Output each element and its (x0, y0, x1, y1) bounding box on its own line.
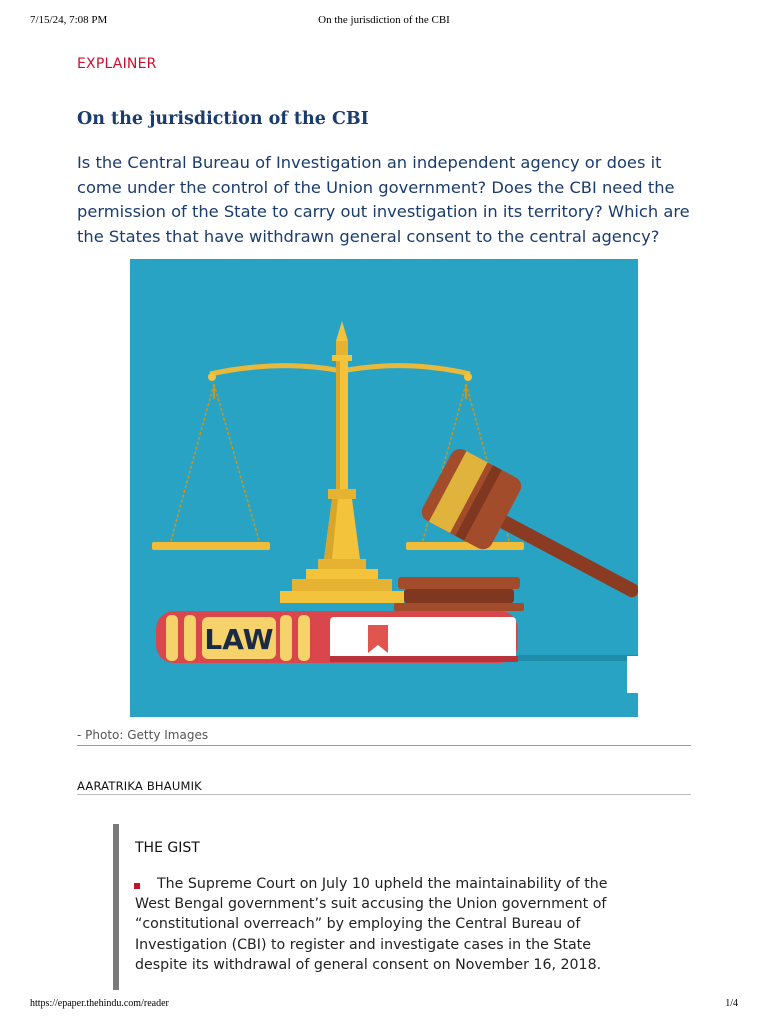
caption-divider (77, 745, 691, 746)
article-standfirst: Is the Central Bureau of Investigation an independent agency or does it come under the control of the Union government? Does the CBI need the permission of the State to carry out investigation in its territory? Which are the States that have withdrawn general consent to the central agency? (77, 153, 690, 246)
caption-credit: Getty Images (127, 728, 209, 742)
print-header (30, 14, 738, 30)
gist-accent-bar (113, 824, 119, 990)
caption-prefix: - Photo: (77, 728, 124, 742)
page-number: 1/4 (725, 998, 738, 1009)
print-footer (30, 998, 738, 1012)
image-edge-mark (627, 656, 638, 693)
law-book-icon (156, 611, 638, 663)
byline-divider (77, 794, 691, 795)
author-byline[interactable]: AARATRIKA BHAUMIK (77, 779, 202, 793)
print-datetime: 7/15/24, 7:08 PM (30, 14, 108, 26)
print-title: On the jurisdiction of the CBI (318, 14, 450, 26)
section-kicker[interactable]: EXPLAINER (77, 56, 157, 72)
gist-title: THE GIST (135, 840, 200, 856)
gavel-block-icon (394, 577, 524, 611)
print-url: https://epaper.thehindu.com/reader (30, 998, 169, 1009)
hero-image (130, 259, 638, 717)
book-label: LAW (204, 623, 274, 656)
article-headline: On the jurisdiction of the CBI (77, 109, 369, 129)
gist-item: The Supreme Court on July 10 upheld the maintainability of the West Bengal government’s suit accusing the Union government of “constitutional overreach” by employing the Central Bureau of Investigation (CBI) to register and investigate cases in the State despite its withdrawal of general consent on November 16, 2018. (135, 876, 608, 973)
law-scales-gavel-illustration (130, 259, 638, 717)
image-caption (77, 728, 208, 742)
